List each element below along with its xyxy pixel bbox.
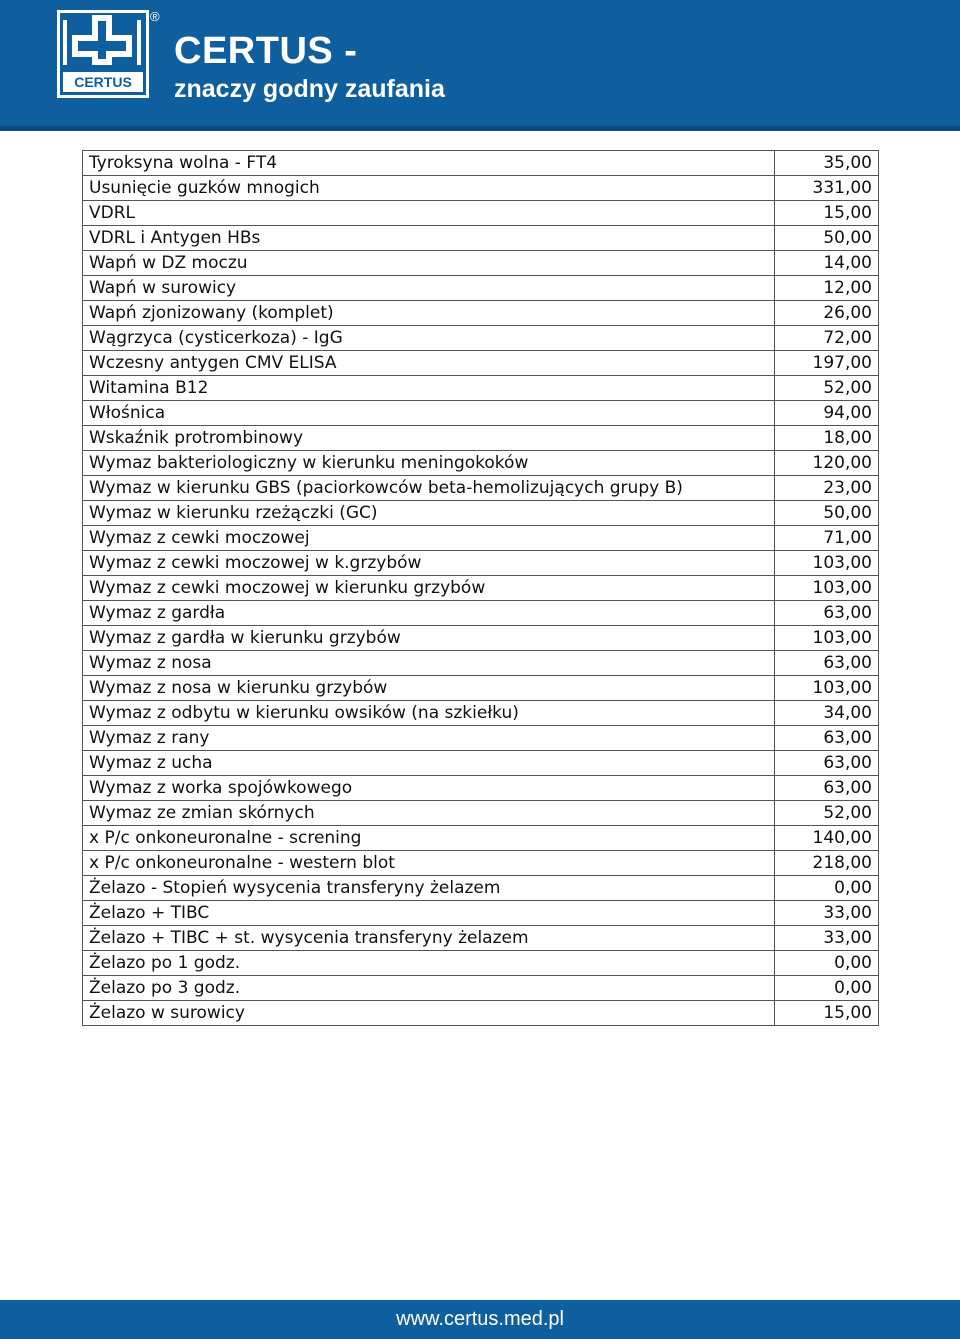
certus-logo: [57, 10, 149, 98]
test-name-cell: Wskaźnik protrombinowy: [83, 426, 775, 451]
table-row: [83, 976, 879, 1001]
table-row: [83, 326, 879, 351]
test-name-cell: Wągrzyca (cysticerkoza) - IgG: [83, 326, 775, 351]
test-name-cell: VDRL i Antygen HBs: [83, 226, 775, 251]
price-cell: 15,00: [775, 1001, 879, 1026]
test-name-cell: Wymaz z nosa: [83, 651, 775, 676]
header-divider: [0, 126, 960, 131]
table-row: [83, 376, 879, 401]
table-row: [83, 826, 879, 851]
price-cell: 52,00: [775, 376, 879, 401]
table-row: [83, 701, 879, 726]
table-row: [83, 601, 879, 626]
registered-mark: ®: [150, 9, 160, 24]
test-name-cell: Wymaz z ucha: [83, 751, 775, 776]
test-name-cell: Żelazo - Stopień wysycenia transferyny żelazem: [83, 876, 775, 901]
table-row: [83, 276, 879, 301]
table-row: [83, 451, 879, 476]
table-row: [83, 151, 879, 176]
test-name-cell: x P/c onkoneuronalne - western blot: [83, 851, 775, 876]
price-cell: 331,00: [775, 176, 879, 201]
price-cell: 63,00: [775, 726, 879, 751]
table-row: [83, 801, 879, 826]
test-name-cell: Żelazo po 3 godz.: [83, 976, 775, 1001]
test-name-cell: Żelazo po 1 godz.: [83, 951, 775, 976]
test-name-cell: Wymaz z cewki moczowej w kierunku grzybów: [83, 576, 775, 601]
price-table: [82, 150, 879, 1026]
table-row: [83, 401, 879, 426]
price-cell: 14,00: [775, 251, 879, 276]
price-cell: 63,00: [775, 751, 879, 776]
test-name-cell: Żelazo w surowicy: [83, 1001, 775, 1026]
test-name-cell: Wymaz ze zmian skórnych: [83, 801, 775, 826]
price-cell: 12,00: [775, 276, 879, 301]
test-name-cell: Wymaz w kierunku GBS (paciorkowców beta-hemolizujących grupy B): [83, 476, 775, 501]
price-cell: 15,00: [775, 201, 879, 226]
test-name-cell: Wymaz w kierunku rzeżączki (GC): [83, 501, 775, 526]
test-name-cell: Wapń w surowicy: [83, 276, 775, 301]
price-cell: 0,00: [775, 876, 879, 901]
price-cell: 120,00: [775, 451, 879, 476]
price-cell: 63,00: [775, 601, 879, 626]
price-cell: 35,00: [775, 151, 879, 176]
price-cell: 0,00: [775, 951, 879, 976]
price-cell: 72,00: [775, 326, 879, 351]
table-row: [83, 951, 879, 976]
price-cell: 34,00: [775, 701, 879, 726]
table-row: [83, 651, 879, 676]
table-row: [83, 176, 879, 201]
table-row: [83, 576, 879, 601]
table-row: [83, 876, 879, 901]
test-name-cell: Wymaz z gardła w kierunku grzybów: [83, 626, 775, 651]
price-cell: 103,00: [775, 551, 879, 576]
price-cell: 33,00: [775, 901, 879, 926]
price-cell: 71,00: [775, 526, 879, 551]
table-row: [83, 526, 879, 551]
test-name-cell: Wymaz z worka spojówkowego: [83, 776, 775, 801]
price-cell: 103,00: [775, 676, 879, 701]
price-cell: 50,00: [775, 501, 879, 526]
test-name-cell: Wymaz z cewki moczowej w k.grzybów: [83, 551, 775, 576]
test-name-cell: Żelazo + TIBC + st. wysycenia transferyny żelazem: [83, 926, 775, 951]
brand-tagline: znaczy godny zaufania: [174, 75, 445, 103]
test-name-cell: Wymaz bakteriologiczny w kierunku meningokoków: [83, 451, 775, 476]
test-name-cell: Usunięcie guzków mnogich: [83, 176, 775, 201]
test-name-cell: VDRL: [83, 201, 775, 226]
table-row: [83, 301, 879, 326]
test-name-cell: Wczesny antygen CMV ELISA: [83, 351, 775, 376]
table-row: [83, 726, 879, 751]
price-cell: 140,00: [775, 826, 879, 851]
table-row: [83, 551, 879, 576]
test-name-cell: Wymaz z cewki moczowej: [83, 526, 775, 551]
test-name-cell: Tyroksyna wolna - FT4: [83, 151, 775, 176]
price-cell: 103,00: [775, 626, 879, 651]
price-cell: 23,00: [775, 476, 879, 501]
price-cell: 197,00: [775, 351, 879, 376]
table-row: [83, 851, 879, 876]
table-row: [83, 226, 879, 251]
table-row: [83, 251, 879, 276]
table-row: [83, 1001, 879, 1026]
price-cell: 26,00: [775, 301, 879, 326]
price-cell: 50,00: [775, 226, 879, 251]
table-row: [83, 476, 879, 501]
logo-text: CERTUS: [74, 74, 132, 90]
table-row: [83, 926, 879, 951]
price-cell: 94,00: [775, 401, 879, 426]
price-table-body: [83, 151, 879, 1026]
table-row: [83, 351, 879, 376]
test-name-cell: Żelazo + TIBC: [83, 901, 775, 926]
test-name-cell: Witamina B12: [83, 376, 775, 401]
table-row: [83, 201, 879, 226]
table-row: [83, 501, 879, 526]
test-name-cell: x P/c onkoneuronalne - screning: [83, 826, 775, 851]
brand-title: CERTUS -: [174, 30, 358, 72]
table-row: [83, 426, 879, 451]
table-row: [83, 626, 879, 651]
price-cell: 18,00: [775, 426, 879, 451]
table-row: [83, 751, 879, 776]
website-link[interactable]: www.certus.med.pl: [396, 1308, 564, 1330]
price-cell: 63,00: [775, 776, 879, 801]
page-header: [0, 0, 960, 131]
price-cell: 103,00: [775, 576, 879, 601]
test-name-cell: Wymaz z odbytu w kierunku owsików (na szkiełku): [83, 701, 775, 726]
test-name-cell: Wymaz z gardła: [83, 601, 775, 626]
test-name-cell: Wymaz z rany: [83, 726, 775, 751]
table-row: [83, 676, 879, 701]
table-row: [83, 776, 879, 801]
price-cell: 52,00: [775, 801, 879, 826]
table-row: [83, 901, 879, 926]
page-footer: [0, 1300, 960, 1339]
test-name-cell: Wymaz z nosa w kierunku grzybów: [83, 676, 775, 701]
test-name-cell: Wapń w DZ moczu: [83, 251, 775, 276]
price-cell: 218,00: [775, 851, 879, 876]
test-name-cell: Włośnica: [83, 401, 775, 426]
price-cell: 33,00: [775, 926, 879, 951]
price-cell: 0,00: [775, 976, 879, 1001]
test-name-cell: Wapń zjonizowany (komplet): [83, 301, 775, 326]
price-cell: 63,00: [775, 651, 879, 676]
